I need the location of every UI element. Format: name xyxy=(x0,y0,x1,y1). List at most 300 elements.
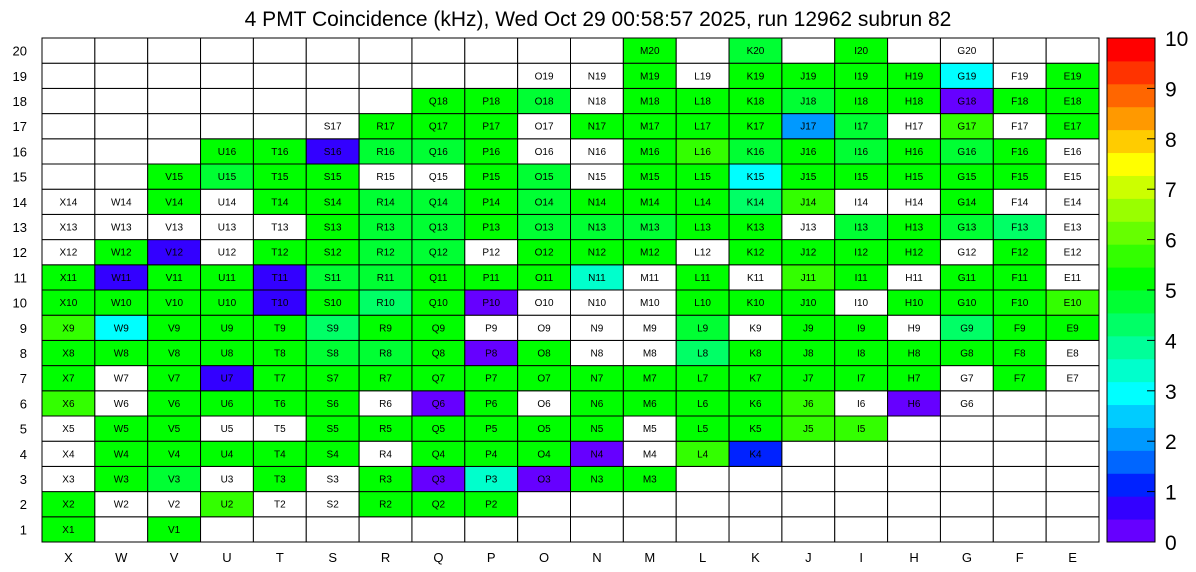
cell-label-J18: J18 xyxy=(800,96,817,108)
cell-label-O14: O14 xyxy=(534,197,554,209)
cell-label-Q5: Q5 xyxy=(431,424,446,436)
colorbar-segment xyxy=(1107,473,1155,496)
cell-label-F11: F11 xyxy=(1011,272,1028,284)
cell-label-M5: M5 xyxy=(642,424,657,436)
cell-label-K19: K19 xyxy=(746,71,765,83)
cell-label-X12: X12 xyxy=(59,247,78,259)
colorbar-label-0: 0 xyxy=(1165,532,1177,555)
x-tick-R: R xyxy=(380,550,391,565)
cell-label-W14: W14 xyxy=(110,197,132,209)
cell-label-S5: S5 xyxy=(326,424,339,436)
y-tick-9: 9 xyxy=(19,320,27,336)
y-tick-10: 10 xyxy=(12,295,27,311)
cell-label-M16: M16 xyxy=(640,146,660,158)
cell-label-K11: K11 xyxy=(746,272,765,284)
cell-label-V7: V7 xyxy=(168,373,181,385)
cell-label-U14: U14 xyxy=(217,197,237,209)
colorbar-segment xyxy=(1107,450,1155,473)
cell-label-E8: E8 xyxy=(1066,348,1079,360)
cell-label-S10: S10 xyxy=(323,298,342,310)
cell-label-T14: T14 xyxy=(271,197,289,209)
cell-label-F14: F14 xyxy=(1011,197,1029,209)
x-tick-U: U xyxy=(222,550,232,565)
cell-label-K4: K4 xyxy=(749,449,762,461)
cell-label-F7: F7 xyxy=(1013,373,1026,385)
cell-G4 xyxy=(940,441,993,466)
cell-label-P16: P16 xyxy=(482,146,501,158)
cell-label-H15: H15 xyxy=(904,172,924,184)
cell-label-U15: U15 xyxy=(217,172,237,184)
cell-label-J14: J14 xyxy=(800,197,817,209)
cell-M2 xyxy=(623,492,676,517)
cell-M1 xyxy=(623,517,676,542)
x-tick-J: J xyxy=(805,550,812,565)
cell-V18 xyxy=(148,88,201,113)
cell-label-S4: S4 xyxy=(326,449,339,461)
cell-label-N14: N14 xyxy=(587,197,607,209)
cell-F2 xyxy=(993,492,1046,517)
colorbar-label-7: 7 xyxy=(1165,179,1177,203)
cell-L1 xyxy=(676,517,729,542)
cell-label-L10: L10 xyxy=(694,298,711,310)
cell-label-M6: M6 xyxy=(642,398,657,410)
cell-label-K7: K7 xyxy=(749,373,762,385)
cell-W15 xyxy=(95,164,148,189)
cell-label-F8: F8 xyxy=(1013,348,1026,360)
y-tick-4: 4 xyxy=(19,446,27,462)
cell-label-T7: T7 xyxy=(273,373,286,385)
cell-label-I9: I9 xyxy=(857,323,866,335)
cell-label-G8: G8 xyxy=(960,348,974,360)
cell-Q19 xyxy=(412,63,465,88)
x-tick-I: I xyxy=(859,550,863,565)
x-tick-T: T xyxy=(275,550,284,565)
cell-label-Q2: Q2 xyxy=(431,499,446,511)
cell-label-I20: I20 xyxy=(854,46,869,58)
cell-E20 xyxy=(1046,38,1099,63)
x-tick-K: K xyxy=(751,550,760,565)
cell-label-H8: H8 xyxy=(907,348,921,360)
cell-U20 xyxy=(201,38,254,63)
cell-label-M4: M4 xyxy=(642,449,657,461)
cell-label-R2: R2 xyxy=(379,499,392,511)
cell-T17 xyxy=(253,114,306,139)
cell-label-J15: J15 xyxy=(800,172,817,184)
cell-label-J9: J9 xyxy=(803,323,814,335)
cell-label-G9: G9 xyxy=(960,323,974,335)
cell-label-M10: M10 xyxy=(640,298,660,310)
cell-label-T8: T8 xyxy=(273,348,286,360)
colorbar-label-2: 2 xyxy=(1165,431,1177,455)
cell-label-K15: K15 xyxy=(746,172,765,184)
cell-label-O4: O4 xyxy=(537,449,551,461)
cell-label-E15: E15 xyxy=(1063,172,1082,184)
cell-label-E17: E17 xyxy=(1063,121,1082,133)
cell-label-M12: M12 xyxy=(640,247,660,259)
cell-label-I15: I15 xyxy=(854,172,869,184)
cell-J20 xyxy=(782,38,835,63)
cell-label-J12: J12 xyxy=(800,247,817,259)
cell-label-T6: T6 xyxy=(273,398,286,410)
cell-label-W10: W10 xyxy=(110,298,132,310)
cell-label-G11: G11 xyxy=(957,272,976,284)
cell-label-P10: P10 xyxy=(482,298,501,310)
y-tick-7: 7 xyxy=(19,371,27,387)
cell-F6 xyxy=(993,391,1046,416)
cell-label-X5: X5 xyxy=(62,424,75,436)
cell-label-X8: X8 xyxy=(62,348,75,360)
colorbar-segment xyxy=(1107,336,1155,359)
colorbar-segment xyxy=(1107,175,1155,198)
cell-label-U16: U16 xyxy=(217,146,237,158)
cell-label-P5: P5 xyxy=(485,424,498,436)
y-tick-19: 19 xyxy=(12,68,27,84)
cell-label-G20: G20 xyxy=(957,46,977,58)
colorbar-segment xyxy=(1107,107,1155,130)
cell-label-J17: J17 xyxy=(800,121,817,133)
cell-label-G19: G19 xyxy=(957,71,977,83)
cell-E3 xyxy=(1046,466,1099,491)
cell-label-N16: N16 xyxy=(587,146,607,158)
colorbar-label-6: 6 xyxy=(1165,229,1177,253)
cell-label-U5: U5 xyxy=(220,424,234,436)
cell-K2 xyxy=(729,492,782,517)
cell-label-I12: I12 xyxy=(854,247,869,259)
cell-label-V12: V12 xyxy=(165,247,184,259)
cell-label-R15: R15 xyxy=(376,172,395,184)
cell-S1 xyxy=(306,517,359,542)
cell-label-N8: N8 xyxy=(590,348,604,360)
cell-label-R14: R14 xyxy=(376,197,395,209)
cell-label-F13: F13 xyxy=(1011,222,1029,234)
cell-label-Q8: Q8 xyxy=(431,348,446,360)
cell-label-L18: L18 xyxy=(694,96,711,108)
cell-label-Q16: Q16 xyxy=(428,146,448,158)
cell-label-U11: U11 xyxy=(218,272,236,284)
cell-label-L7: L7 xyxy=(697,373,709,385)
cell-label-V13: V13 xyxy=(165,222,184,234)
cell-label-U12: U12 xyxy=(217,247,237,259)
cell-W1 xyxy=(95,517,148,542)
cell-label-S7: S7 xyxy=(326,373,339,385)
cell-E1 xyxy=(1046,517,1099,542)
cell-label-H14: H14 xyxy=(904,197,924,209)
cell-N2 xyxy=(571,492,624,517)
cell-label-P11: P11 xyxy=(482,272,500,284)
cell-label-T16: T16 xyxy=(271,146,289,158)
cell-label-T2: T2 xyxy=(273,499,286,511)
cell-J3 xyxy=(782,466,835,491)
cell-label-M3: M3 xyxy=(642,474,657,486)
cell-label-T13: T13 xyxy=(271,222,289,234)
cell-K1 xyxy=(729,517,782,542)
cell-label-E7: E7 xyxy=(1066,373,1079,385)
colorbar-label-3: 3 xyxy=(1165,380,1177,404)
cell-label-W4: W4 xyxy=(113,449,129,461)
colorbar-label-10: 10 xyxy=(1165,28,1189,51)
cell-label-S15: S15 xyxy=(323,172,342,184)
cell-label-I14: I14 xyxy=(854,197,869,209)
colorbar-segment xyxy=(1107,244,1155,267)
x-tick-G: G xyxy=(961,550,972,565)
cell-label-P3: P3 xyxy=(485,474,498,486)
cell-label-L9: L9 xyxy=(697,323,709,335)
cell-label-N4: N4 xyxy=(590,449,604,461)
cell-label-V3: V3 xyxy=(168,474,181,486)
cell-S19 xyxy=(306,63,359,88)
cell-label-Q13: Q13 xyxy=(428,222,448,234)
x-axis-tick-labels xyxy=(64,550,1077,565)
cell-W17 xyxy=(95,114,148,139)
colorbar-label-8: 8 xyxy=(1165,128,1177,152)
cell-F3 xyxy=(993,466,1046,491)
cell-label-V2: V2 xyxy=(168,499,181,511)
cell-label-K9: K9 xyxy=(749,323,762,335)
colorbar-segment xyxy=(1107,496,1155,519)
cell-label-L17: L17 xyxy=(694,121,711,133)
colorbar-segment xyxy=(1107,153,1155,176)
cell-label-L5: L5 xyxy=(697,424,709,436)
x-tick-O: O xyxy=(539,550,550,565)
cell-label-F19: F19 xyxy=(1011,71,1029,83)
cell-label-O12: O12 xyxy=(534,247,554,259)
y-tick-11: 11 xyxy=(13,270,27,286)
cell-H2 xyxy=(888,492,941,517)
cell-label-M19: M19 xyxy=(640,71,660,83)
colorbar-label-9: 9 xyxy=(1165,78,1177,102)
colorbar-segment xyxy=(1107,84,1155,107)
y-tick-15: 15 xyxy=(12,169,27,185)
cell-U19 xyxy=(201,63,254,88)
cell-label-R3: R3 xyxy=(379,474,392,486)
cell-label-G15: G15 xyxy=(957,172,977,184)
cell-label-M8: M8 xyxy=(642,348,657,360)
cell-label-K10: K10 xyxy=(746,298,765,310)
cell-label-U9: U9 xyxy=(220,323,234,335)
cell-label-E14: E14 xyxy=(1063,197,1082,209)
cell-label-F16: F16 xyxy=(1011,146,1029,158)
cell-I2 xyxy=(835,492,888,517)
cell-label-T3: T3 xyxy=(273,474,286,486)
cell-F20 xyxy=(993,38,1046,63)
cell-label-W13: W13 xyxy=(110,222,132,234)
cell-label-U8: U8 xyxy=(220,348,234,360)
cell-label-S16: S16 xyxy=(323,146,342,158)
cell-label-I16: I16 xyxy=(854,146,869,158)
cell-label-J6: J6 xyxy=(803,398,814,410)
y-axis-tick-labels xyxy=(13,44,27,538)
cell-O20 xyxy=(518,38,571,63)
cell-label-V4: V4 xyxy=(168,449,181,461)
cell-label-I18: I18 xyxy=(854,96,869,108)
cell-F5 xyxy=(993,416,1046,441)
cell-label-F10: F10 xyxy=(1011,298,1029,310)
cell-label-Q6: Q6 xyxy=(431,398,446,410)
cell-K3 xyxy=(729,466,782,491)
cell-label-R16: R16 xyxy=(376,146,395,158)
cell-P19 xyxy=(465,63,518,88)
cell-label-L14: L14 xyxy=(694,197,711,209)
cell-label-X2: X2 xyxy=(62,499,75,511)
cell-label-G18: G18 xyxy=(957,96,977,108)
cell-label-J13: J13 xyxy=(800,222,817,234)
cell-label-N17: N17 xyxy=(587,121,607,133)
cell-label-L6: L6 xyxy=(697,398,709,410)
cell-label-N10: N10 xyxy=(587,298,607,310)
y-tick-13: 13 xyxy=(12,220,27,235)
cell-H20 xyxy=(888,38,941,63)
cell-label-R9: R9 xyxy=(379,323,392,335)
cell-label-Q3: Q3 xyxy=(431,474,446,486)
cell-label-K6: K6 xyxy=(749,398,762,410)
cell-label-S3: S3 xyxy=(326,474,339,486)
x-tick-S: S xyxy=(328,550,338,565)
colorbar-segment xyxy=(1107,313,1155,336)
cell-V19 xyxy=(148,63,201,88)
cell-label-F17: F17 xyxy=(1011,121,1029,133)
cell-G5 xyxy=(940,416,993,441)
cell-label-H10: H10 xyxy=(904,298,924,310)
cell-label-V6: V6 xyxy=(168,398,181,410)
cell-label-P9: P9 xyxy=(485,323,498,335)
cell-label-Q10: Q10 xyxy=(428,298,448,310)
cell-label-N7: N7 xyxy=(590,373,604,385)
cell-label-M15: M15 xyxy=(640,172,660,184)
cell-label-E11: E11 xyxy=(1064,272,1082,284)
cell-label-H18: H18 xyxy=(904,96,924,108)
cell-label-V15: V15 xyxy=(165,172,184,184)
colorbar-label-4: 4 xyxy=(1165,330,1177,354)
colorbar-segment xyxy=(1107,290,1155,313)
cell-L2 xyxy=(676,492,729,517)
colorbar-segment xyxy=(1107,359,1155,382)
y-tick-6: 6 xyxy=(19,396,27,412)
cell-label-I7: I7 xyxy=(857,373,866,385)
cell-label-N9: N9 xyxy=(590,323,604,335)
cell-label-O10: O10 xyxy=(534,298,554,310)
cell-X15 xyxy=(42,164,95,189)
cell-label-V14: V14 xyxy=(165,197,184,209)
cell-label-N18: N18 xyxy=(587,96,607,108)
y-tick-3: 3 xyxy=(19,472,27,487)
cell-label-M9: M9 xyxy=(642,323,657,335)
x-tick-M: M xyxy=(644,550,656,565)
cell-L20 xyxy=(676,38,729,63)
cell-label-Q4: Q4 xyxy=(431,449,446,461)
cell-label-O11: O11 xyxy=(534,272,554,284)
cell-label-N3: N3 xyxy=(590,474,604,486)
cell-label-V5: V5 xyxy=(168,424,181,436)
y-tick-5: 5 xyxy=(19,421,27,437)
cell-label-Q15: Q15 xyxy=(428,172,448,184)
cell-R20 xyxy=(359,38,412,63)
cell-J2 xyxy=(782,492,835,517)
cell-label-I17: I17 xyxy=(854,121,869,133)
cell-label-O8: O8 xyxy=(537,348,551,360)
cell-label-M20: M20 xyxy=(640,46,660,58)
cell-label-U6: U6 xyxy=(220,398,234,410)
cell-H3 xyxy=(888,466,941,491)
cell-label-G16: G16 xyxy=(957,146,977,158)
cell-label-E10: E10 xyxy=(1063,298,1082,310)
colorbar-segment xyxy=(1107,38,1155,61)
cell-label-N19: N19 xyxy=(587,71,607,83)
cell-label-S8: S8 xyxy=(326,348,339,360)
cell-label-M13: M13 xyxy=(640,222,660,234)
cell-H5 xyxy=(888,416,941,441)
cell-label-N11: N11 xyxy=(588,272,606,284)
cell-label-W7: W7 xyxy=(113,373,129,385)
cell-W18 xyxy=(95,88,148,113)
cell-S20 xyxy=(306,38,359,63)
cell-label-H17: H17 xyxy=(904,121,924,133)
cell-label-R8: R8 xyxy=(379,348,392,360)
cell-label-T12: T12 xyxy=(271,247,289,259)
cell-label-L12: L12 xyxy=(694,247,711,259)
cell-label-W6: W6 xyxy=(113,398,129,410)
cell-X20 xyxy=(42,38,95,63)
colorbar-segment xyxy=(1107,198,1155,221)
x-tick-H: H xyxy=(909,550,919,565)
cell-H4 xyxy=(888,441,941,466)
cell-W20 xyxy=(95,38,148,63)
cell-label-W3: W3 xyxy=(113,474,129,486)
cell-L3 xyxy=(676,466,729,491)
cell-label-I8: I8 xyxy=(857,348,866,360)
colorbar-label-1: 1 xyxy=(1165,481,1177,505)
cell-label-H19: H19 xyxy=(904,71,924,83)
cell-label-M17: M17 xyxy=(640,121,660,133)
cell-label-S13: S13 xyxy=(323,222,342,234)
cell-label-T11: T11 xyxy=(271,272,289,284)
cell-I4 xyxy=(835,441,888,466)
cell-label-M7: M7 xyxy=(642,373,657,385)
cell-label-R10: R10 xyxy=(376,298,395,310)
cell-label-P18: P18 xyxy=(482,96,501,108)
cell-F1 xyxy=(993,517,1046,542)
cell-label-N12: N12 xyxy=(587,247,607,259)
cell-label-M11: M11 xyxy=(640,272,660,284)
cell-label-H7: H7 xyxy=(907,373,921,385)
cell-U1 xyxy=(201,517,254,542)
cell-label-T9: T9 xyxy=(273,323,286,335)
cell-X19 xyxy=(42,63,95,88)
cell-label-F9: F9 xyxy=(1013,323,1026,335)
cell-U17 xyxy=(201,114,254,139)
cell-J4 xyxy=(782,441,835,466)
cell-label-E19: E19 xyxy=(1063,71,1082,83)
cell-label-T15: T15 xyxy=(271,172,289,184)
cell-label-P12: P12 xyxy=(482,247,501,259)
cell-label-S2: S2 xyxy=(326,499,339,511)
colorbar-segment xyxy=(1107,382,1155,405)
cell-label-N5: N5 xyxy=(590,424,604,436)
cell-label-P2: P2 xyxy=(485,499,498,511)
colorbar-segment xyxy=(1107,519,1155,542)
cell-P1 xyxy=(465,517,518,542)
y-tick-14: 14 xyxy=(12,194,27,210)
chart-title: 4 PMT Coincidence (kHz), Wed Oct 29 00:58:57 2025, run 12962 subrun 82 xyxy=(244,8,952,31)
cell-R1 xyxy=(359,517,412,542)
cell-label-I10: I10 xyxy=(854,298,869,310)
cell-label-E18: E18 xyxy=(1063,96,1082,108)
cell-V16 xyxy=(148,139,201,164)
cell-label-K14: K14 xyxy=(746,197,765,209)
cell-E6 xyxy=(1046,391,1099,416)
colorbar-segment xyxy=(1107,221,1155,244)
cell-T19 xyxy=(253,63,306,88)
cell-label-V9: V9 xyxy=(168,323,181,335)
